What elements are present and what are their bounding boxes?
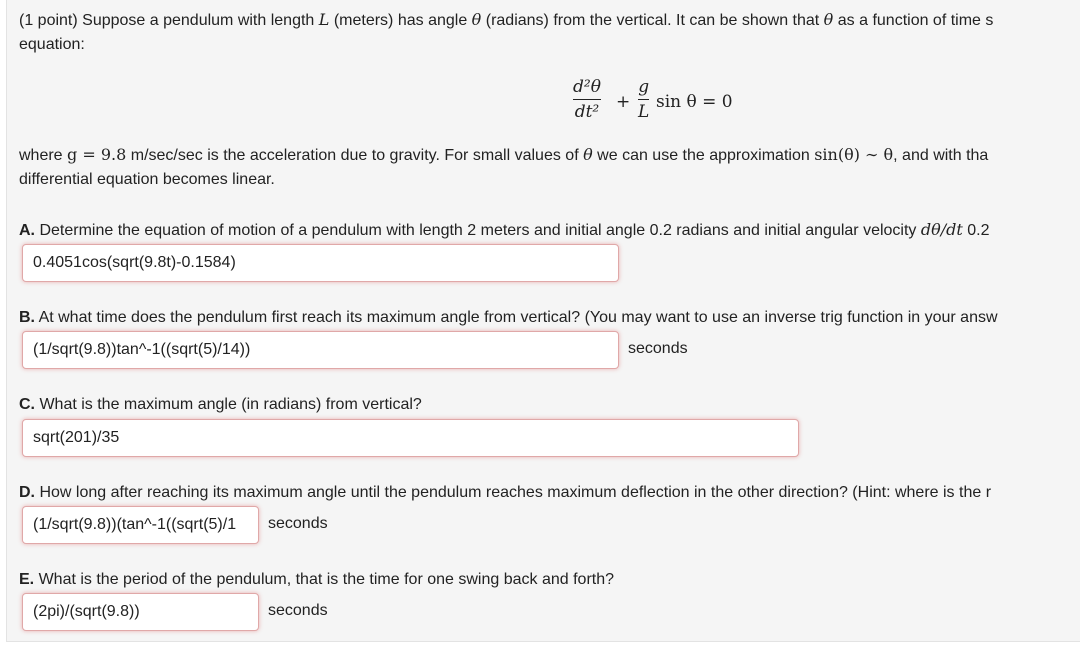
part-b-letter: B.	[19, 309, 35, 326]
part-e-answer-input[interactable]	[22, 593, 259, 631]
frac2-bar	[638, 99, 649, 100]
intro-line-2: equation:	[19, 36, 85, 53]
part-a-question	[19, 219, 990, 242]
where-text-d: , and with tha	[893, 147, 989, 164]
where-text-c: we can use the approximation	[592, 147, 815, 164]
part-a-dtheta-dt: dθ/dt	[920, 220, 963, 239]
part-d-question	[19, 482, 991, 504]
part-c-answer-input[interactable]	[22, 419, 799, 457]
frac1-numerator: d²θ	[573, 77, 601, 97]
part-e-text: What is the period of the pendulum, that is the time for one swing back and forth?	[34, 571, 615, 588]
part-e-question	[19, 569, 614, 591]
part-a-letter: A.	[19, 222, 35, 239]
intro-line-1	[19, 9, 993, 32]
problem-container	[6, 0, 1080, 642]
intro-text-d: as a function of time s	[833, 12, 994, 29]
where-text-a: where	[19, 147, 68, 164]
equation-plus: +	[616, 92, 631, 112]
part-b-question	[19, 307, 998, 329]
intro-text-a: (1 point) Suppose a pendulum with length	[19, 12, 319, 29]
second-derivative-fraction	[573, 76, 601, 123]
frac2-denominator: L	[638, 102, 650, 122]
var-theta-3: θ	[583, 145, 593, 164]
frac1-denominator: dt²	[574, 102, 600, 122]
part-e-unit: seconds	[268, 602, 328, 619]
part-d-letter: D.	[19, 484, 35, 501]
where-line-1	[19, 144, 988, 167]
part-a-answer-input[interactable]	[22, 244, 619, 282]
var-L: L	[318, 10, 330, 29]
where-line-2: differential equation becomes linear.	[19, 171, 275, 188]
part-d-answer-input[interactable]	[22, 506, 259, 544]
part-a-text: Determine the equation of motion of a pendulum with length 2 meters and initial angle 0.2 radians and initial angular velocity	[35, 222, 921, 239]
g-over-L-fraction	[638, 76, 649, 123]
part-d-text: How long after reaching its maximum angle until the pendulum reaches maximum deflection in the other direction? (Hint: where is the r	[35, 484, 992, 501]
var-theta: θ	[471, 10, 482, 29]
intro-text-c: (radians) from the vertical. It can be shown that	[481, 12, 824, 29]
part-d-unit: seconds	[268, 515, 328, 532]
frac2-numerator: g	[638, 77, 650, 97]
part-c-text: What is the maximum angle (in radians) from vertical?	[35, 396, 422, 413]
var-theta-2: θ	[823, 10, 834, 29]
part-c-question	[19, 394, 422, 416]
small-angle-approx: sin(θ) ∼ θ	[814, 145, 894, 164]
part-b-text: At what time does the pendulum first reach its maximum angle from vertical? (You may want to use an inverse trig function in your answ	[35, 309, 998, 326]
where-text-b: m/sec/sec is the acceleration due to gravity. For small values of	[126, 147, 584, 164]
part-a-tail: 0.2	[962, 222, 990, 239]
frac1-bar	[573, 99, 601, 100]
part-b-unit: seconds	[628, 340, 688, 357]
part-b-answer-input[interactable]	[22, 331, 619, 369]
part-c-letter: C.	[19, 396, 35, 413]
g-definition: g = 9.8	[67, 145, 127, 164]
intro-text-b: (meters) has angle	[329, 12, 472, 29]
equation-rest: sin θ = 0	[656, 92, 733, 112]
part-e-letter: E.	[19, 571, 35, 588]
